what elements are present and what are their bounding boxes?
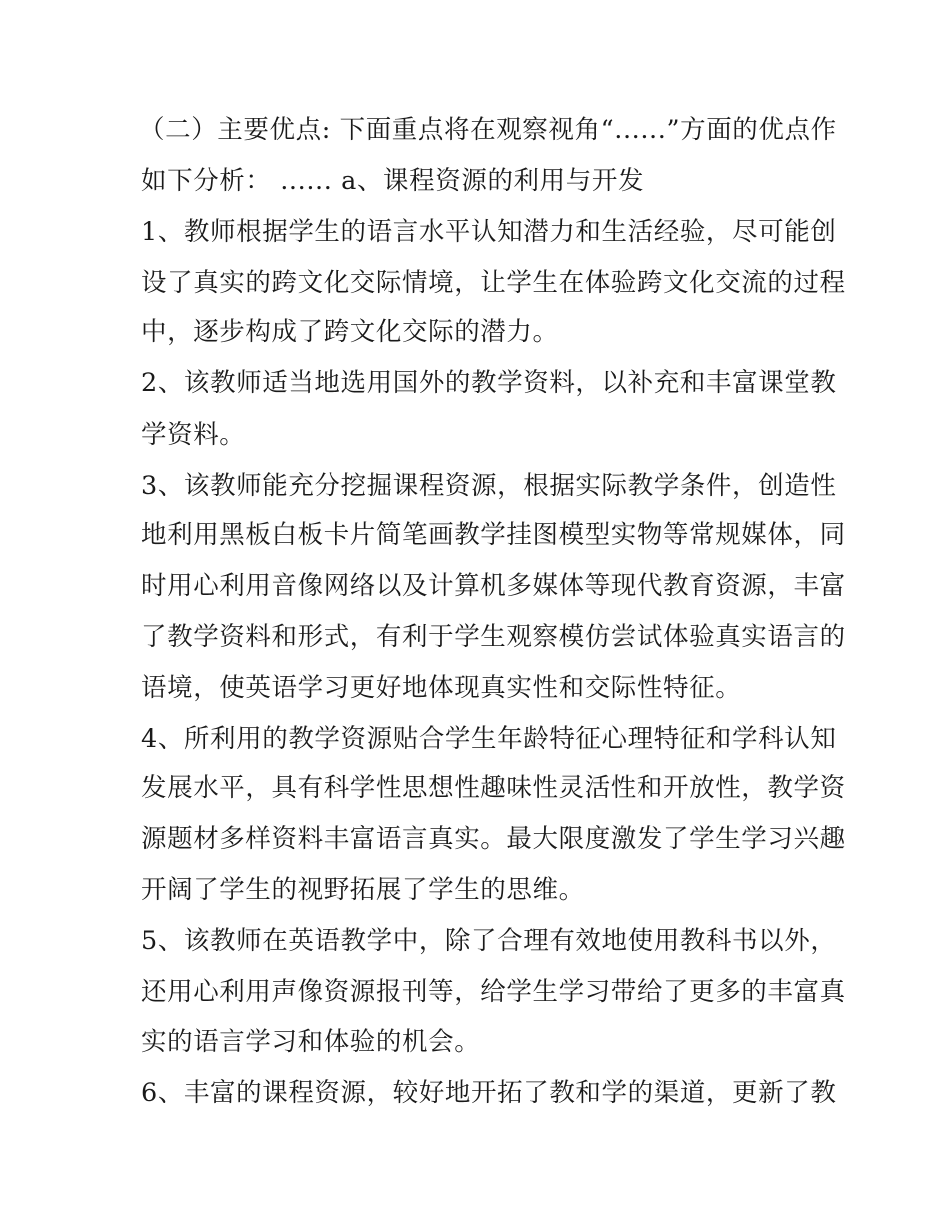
text-line: 源题材多样资料丰富语言真实。最大限度激发了学生学习兴趣 bbox=[141, 824, 846, 854]
text-line: 设了真实的跨文化交际情境，让学生在体验跨文化交流的过程 bbox=[141, 268, 846, 298]
text-line: 地利用黑板白板卡片简笔画教学挂图模型实物等常规媒体，同 bbox=[141, 520, 846, 550]
text-line: 中，逐步构成了跨文化交际的潜力。 bbox=[141, 317, 559, 347]
text-line: 4、所利用的教学资源贴合学生年龄特征心理特征和学科认知 bbox=[141, 724, 837, 754]
text-line: 3、该教师能充分挖掘课程资源，根据实际教学条件，创造性 bbox=[141, 471, 837, 501]
text-line: 实的语言学习和体验的机会。 bbox=[141, 1027, 481, 1057]
text-line: （二）主要优点: 下面重点将在观察视角“......”方面的优点作 bbox=[139, 115, 837, 145]
text-line: 5、该教师在英语教学中，除了合理有效地使用教科书以外， bbox=[141, 926, 837, 956]
text-line: 如下分析： ...... a、课程资源的利用与开发 bbox=[141, 166, 645, 196]
text-line: 还用心利用声像资源报刊等，给学生学习带给了更多的丰富真 bbox=[141, 977, 846, 1007]
text-line: 了教学资料和形式，有利于学生观察模仿尝试体验真实语言的 bbox=[141, 622, 846, 652]
text-line: 时用心利用音像网络以及计算机多媒体等现代教育资源，丰富 bbox=[141, 571, 846, 601]
text-line: 语境，使英语学习更好地体现真实性和交际性特征。 bbox=[141, 673, 742, 703]
text-line: 学资料。 bbox=[141, 420, 246, 450]
text-line: 开阔了学生的视野拓展了学生的思维。 bbox=[141, 875, 585, 905]
text-line: 1、教师根据学生的语言水平认知潜力和生活经验，尽可能创 bbox=[141, 217, 837, 247]
text-line: 2、该教师适当地选用国外的教学资料，以补充和丰富课堂教 bbox=[141, 368, 837, 398]
text-line: 发展水平，具有科学性思想性趣味性灵活性和开放性，教学资 bbox=[141, 773, 846, 803]
text-line: 6、丰富的课程资源，较好地开拓了教和学的渠道，更新了教 bbox=[141, 1078, 837, 1108]
